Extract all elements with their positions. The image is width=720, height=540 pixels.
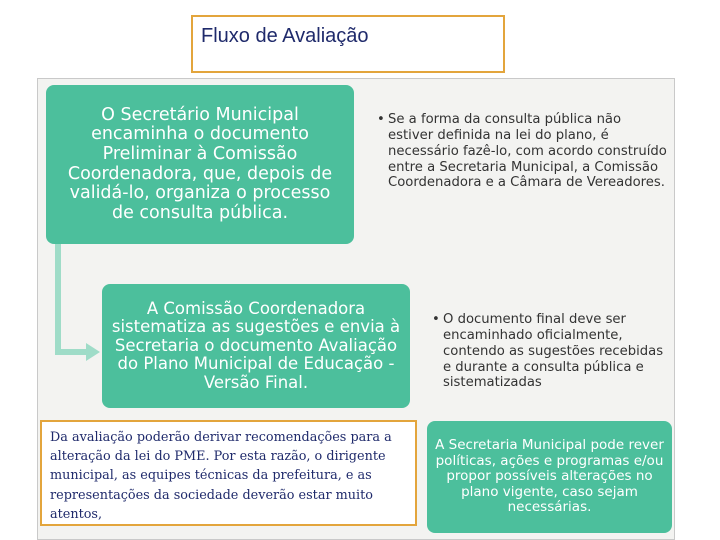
- note-2-text: O documento final deve ser encaminhado oficialmente, contendo as sugestões recebidas e durante a consulta pública e sistematizadas: [443, 312, 664, 391]
- info-text: Da avaliação poderão derivar recomendações para a alteração da lei do PME. Por esta razão, o dirigente municipal, as equipes técnicas da prefeitura, e as representações da sociedade deverão estar muito atentos,: [50, 430, 392, 522]
- bullet-icon: •: [377, 112, 385, 127]
- step-box-1: [46, 85, 354, 244]
- connector-arrowhead: [86, 343, 100, 361]
- slide-title: Fluxo de Avaliação: [201, 25, 369, 47]
- info-text-box[interactable]: [40, 420, 417, 526]
- connector-line: [58, 244, 88, 352]
- step-3-text: A Secretaria Municipal pode rever políticas, ações e programas e/ou propor possíveis alterações no plano vigente, caso sejam necessárias.: [435, 437, 664, 516]
- note-1-text: Se a forma da consulta pública não estiver definida na lei do plano, é necessário fazê-lo, com acordo construído entre a Secretaria Municipal, a Comissão Coordenadora e a Câmara de Vereadores.: [388, 112, 667, 191]
- step-box-2: [102, 284, 410, 408]
- note-2: [432, 312, 671, 391]
- step-2-text: A Comissão Coordenadora sistematiza as sugestões e envia à Secretaria o documento Avaliação do Plano Municipal de Educação - Versão Final.: [111, 298, 401, 392]
- step-box-3: [427, 421, 672, 533]
- bullet-icon: •: [432, 312, 440, 327]
- step-1-text: O Secretário Municipal encaminha o documento Preliminar à Comissão Coordenadora, que, depois de validá-lo, organiza o processo de consulta pública.: [67, 104, 333, 223]
- note-1: [377, 112, 670, 191]
